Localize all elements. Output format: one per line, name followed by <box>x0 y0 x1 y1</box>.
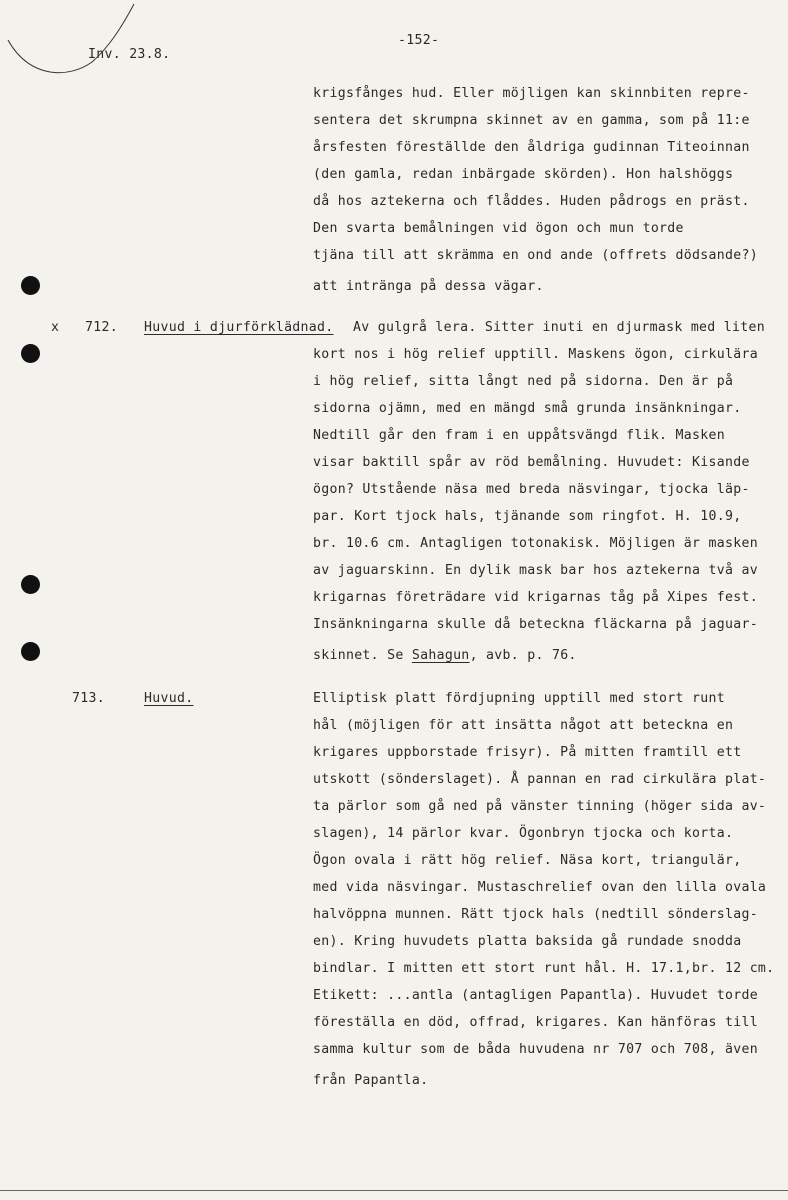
text-line: (den gamla, redan inbärgade skörden). Hon halshöggs <box>313 167 734 182</box>
text-line-suffix: , avb. p. 76. <box>469 648 577 663</box>
text-line: krigarnas företrädare vid krigarnas tåg på Xipes fest. <box>313 590 758 605</box>
punch-hole <box>21 575 40 594</box>
text-line: föreställa en död, offrad, krigares. Kan hänföras till <box>313 1015 758 1030</box>
text-line: br. 10.6 cm. Antagligen totonakisk. Möjligen är masken <box>313 536 758 551</box>
text-line: av jaguarskinn. En dylik mask bar hos aztekerna två av <box>313 563 758 578</box>
text-line: att intränga på dessa vägar. <box>313 279 544 294</box>
punch-hole <box>21 344 40 363</box>
text-line: Av gulgrå lera. Sitter inuti en djurmask med liten <box>353 320 765 335</box>
text-line: halvöppna munnen. Rätt tjock hals (nedtill sönderslag- <box>313 907 758 922</box>
text-line: ta pärlor som gå ned på vänster tinning (höger sida av- <box>313 799 767 814</box>
text-line: Den svarta bemålningen vid ögon och mun torde <box>313 221 684 236</box>
text-line: Etikett: ...antla (antagligen Papantla). Huvudet torde <box>313 988 758 1003</box>
text-line: hål (möjligen för att insätta något att beteckna en <box>313 718 734 733</box>
text-line: Insänkningarna skulle då beteckna fläckarna på jaguar- <box>313 617 758 632</box>
pencil-stroke-mark <box>0 0 160 90</box>
entry-title: Huvud. <box>144 691 194 706</box>
text-line: kort nos i hög relief upptill. Maskens ögon, cirkulära <box>313 347 758 362</box>
text-line: Nedtill går den fram i en uppåtsvängd flik. Masken <box>313 428 725 443</box>
page-number: -152- <box>398 33 440 48</box>
text-line: krigsfånges hud. Eller möjligen kan skinnbiten repre- <box>313 86 750 101</box>
page-edge-line <box>0 1190 788 1191</box>
text-line: samma kultur som de båda huvudena nr 707 och 708, även <box>313 1042 758 1057</box>
entry-number: 713. <box>72 691 105 706</box>
text-line: slagen), 14 pärlor kvar. Ögonbryn tjocka och korta. <box>313 826 734 841</box>
text-line: i hög relief, sitta långt ned på sidorna. Den är på <box>313 374 734 389</box>
text-line: årsfesten föreställde den åldriga gudinnan Titeoinnan <box>313 140 750 155</box>
text-line-prefix: skinnet. Se <box>313 648 412 663</box>
text-line: krigares uppborstade frisyr). På mitten framtill ett <box>313 745 742 760</box>
text-line: med vida näsvingar. Mustaschrelief ovan den lilla ovala <box>313 880 767 895</box>
text-line: visar baktill spår av röd bemålning. Huvudet: Kisande <box>313 455 750 470</box>
entry-number: 712. <box>85 320 118 335</box>
text-line: sidorna ojämn, med en mängd små grunda insänkningar. <box>313 401 742 416</box>
text-line: sentera det skrumpna skinnet av en gamma, som på 11:e <box>313 113 750 128</box>
check-mark: x <box>51 320 60 335</box>
reference-name: Sahagun <box>411 648 470 663</box>
text-line: då hos aztekerna och flåddes. Huden pådrogs en präst. <box>313 194 750 209</box>
text-line: en). Kring huvudets platta baksida gå rundade snodda <box>313 934 742 949</box>
text-line: ögon? Utstående näsa med breda näsvingar, tjocka läp- <box>313 482 750 497</box>
punch-hole <box>21 642 40 661</box>
punch-hole <box>21 276 40 295</box>
text-line <box>313 648 577 663</box>
text-line: utskott (sönderslaget). Å pannan en rad cirkulära plat- <box>313 772 767 787</box>
text-line: bindlar. I mitten ett stort runt hål. H. 17.1,br. 12 cm. <box>313 961 775 976</box>
entry-title: Huvud i djurförklädnad. <box>144 320 334 335</box>
inventory-number: Inv. 23.8. <box>88 47 171 62</box>
text-line: Ögon ovala i rätt hög relief. Näsa kort, triangulär, <box>313 853 742 868</box>
text-line: från Papantla. <box>313 1073 429 1088</box>
text-line: Elliptisk platt fördjupning upptill med stort runt <box>313 691 725 706</box>
text-line: tjäna till att skrämma en ond ande (offrets dödsande?) <box>313 248 758 263</box>
text-line: par. Kort tjock hals, tjänande som ringfot. H. 10.9, <box>313 509 742 524</box>
